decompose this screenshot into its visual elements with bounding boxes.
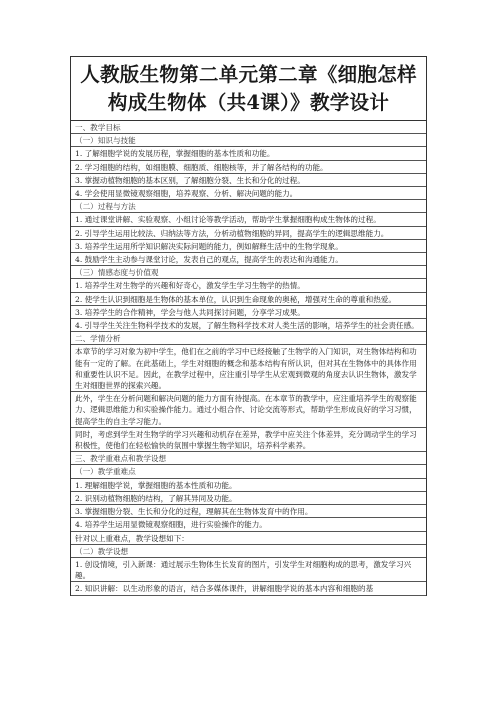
paragraph-row: 3. 掌握细胞分裂、生长和分化的过程，理解其在生物体发育中的作用。 [71,505,426,518]
document-title: 人教版生物第二单元第二章《细胞怎样构成生物体（共4课）》教学设计 [71,57,426,121]
section-heading: （二）过程与方法 [71,200,426,213]
paragraph-row: 2. 使学生认识到细胞是生物体的基本单位，认识到生命现象的奥秘，增强对生命的尊重和热爱。 [71,293,426,306]
paragraph-row: 4. 培养学生运用显微镜观察细胞，进行实验操作的能力。 [71,518,426,531]
section-heading: （一）教学重难点 [71,465,426,478]
paragraph-row: 4. 鼓励学生主动参与课堂讨论，发表自己的观点，提高学生的表达和沟通能力。 [71,253,426,266]
paragraph-row: 1. 了解细胞学说的发展历程，掌握细胞的基本性质和功能。 [71,147,426,160]
section-heading: 二、学情分析 [71,332,426,345]
section-heading: 三、教学重难点和教学设想 [71,452,426,465]
paragraph-row: 针对以上重难点，教学设想如下： [71,532,426,545]
section-heading: （一）知识与技能 [71,134,426,147]
paragraph-row: 1. 培养学生对生物学的兴趣和好奇心，激发学生学习生物学的热情。 [71,279,426,292]
paragraph-row: 本章节的学习对象为初中学生，他们在之前的学习中已经接触了生物学的入门知识，对生物体结构和功能有一定的了解。在此基础上，学生对细胞的概念和基本结构有所认识，但对其在生物体中的具体作用和重要性认识不足。因此，在教学过程中，应注重引导学生从宏观到微观的角度去认识生物体，激发学生对细胞世界的探索兴趣。 [71,345,426,392]
paragraph-row: 3. 培养学生运用所学知识解决实际问题的能力，例如解释生活中的生物学现象。 [71,240,426,253]
paragraph-row: 2. 知识讲解：以生动形象的语言，结合多媒体课件，讲解细胞学说的基本内容和细胞的基 [71,582,426,595]
paragraph-row: 此外，学生在分析问题和解决问题的能力方面有待提高。在本章节的教学中，应注重培养学生的观察能力、逻辑思维能力和实验操作能力。通过小组合作、讨论交流等形式，帮助学生形成良好的学习习惯，提高学生的自主学习能力。 [71,392,426,428]
paragraph-row: 4. 学会使用显微镜观察细胞，培养观察、分析、解决问题的能力。 [71,187,426,200]
paragraph-row: 2. 引导学生运用比较法、归纳法等方法，分析动植物细胞的异同，提高学生的逻辑思维能力。 [71,227,426,240]
section-heading: 一、教学目标 [71,121,426,134]
paragraph-row: 同时，考虑到学生对生物学的学习兴趣和动机存在差异，教学中应关注个体差异，充分调动学生的学习积极性，使他们在轻松愉快的氛围中掌握生物学知识，培养科学素养。 [71,428,426,452]
paragraph-row: 2. 识别动植物细胞的结构，了解其异同及功能。 [71,492,426,505]
section-heading: （三）情感态度与价值观 [71,266,426,279]
document-body [71,121,426,596]
paragraph-row: 1. 理解细胞学说，掌握细胞的基本性质和功能。 [71,479,426,492]
paragraph-row: 1. 通过课堂讲解、实验观察、小组讨论等教学活动，帮助学生掌握细胞构成生物体的过程。 [71,213,426,226]
document-table [70,56,427,596]
section-heading: （二）教学设想 [71,545,426,558]
paragraph-row: 1. 创设情境，引入新课：通过展示生物体生长发育的图片，引发学生对细胞构成的思考，激发学习兴趣。 [71,558,426,582]
paragraph-row: 4. 引导学生关注生物科学技术的发展，了解生物科学技术对人类生活的影响，培养学生的社会责任感。 [71,319,426,332]
paragraph-row: 2. 学习细胞的结构，如细胞膜、细胞质、细胞核等，并了解各结构的功能。 [71,161,426,174]
paragraph-row: 3. 培养学生的合作精神，学会与他人共同探讨问题，分享学习成果。 [71,306,426,319]
paragraph-row: 3. 掌握动植物细胞的基本区别，了解细胞分裂、生长和分化的过程。 [71,174,426,187]
